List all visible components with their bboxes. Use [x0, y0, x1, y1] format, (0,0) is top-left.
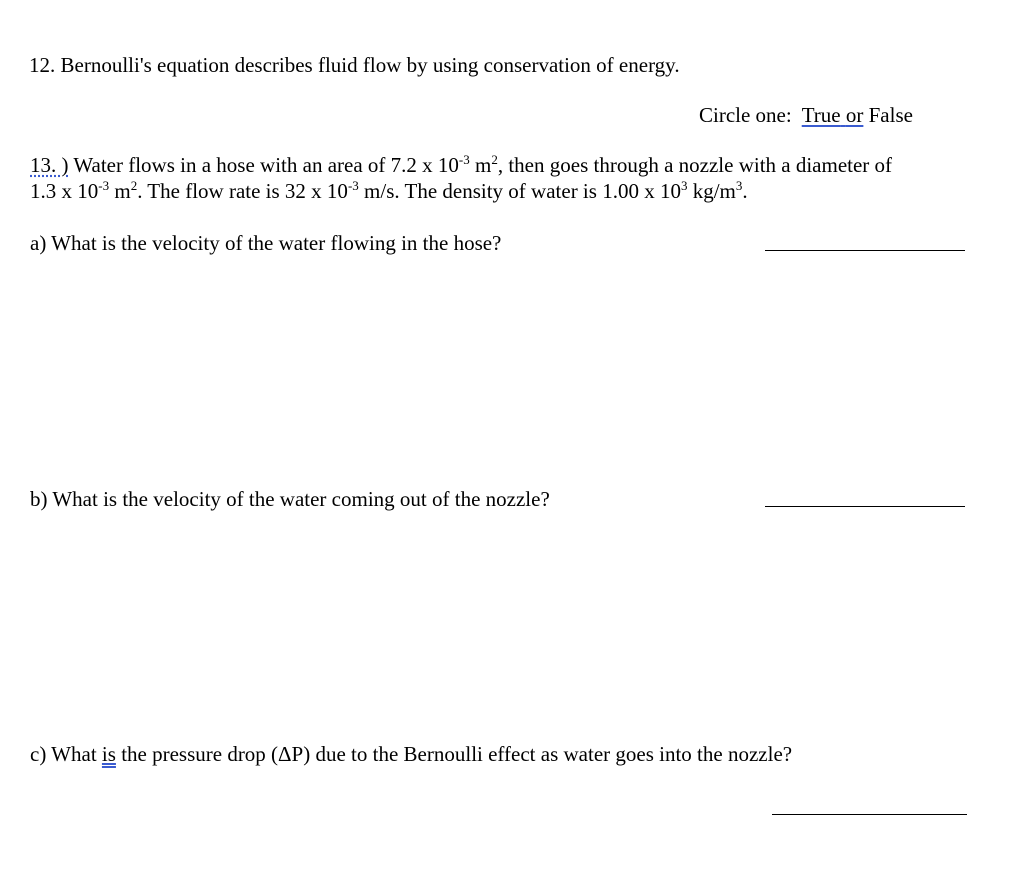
- question-13-text: .: [742, 179, 748, 203]
- question-13-text: m/s. The density of water is 1.00 x 10: [358, 179, 681, 203]
- circle-one-label: Circle one:: [699, 103, 792, 127]
- exponent: -3: [347, 178, 359, 193]
- part-c-text: c) What: [30, 742, 102, 766]
- exponent: 2: [130, 178, 138, 193]
- question-13-text: , then goes through a nozzle with a diameter of: [497, 153, 893, 177]
- part-c-question: [30, 741, 792, 767]
- part-c-text: the pressure drop (ΔP) due to the Bernoulli effect as water goes into the nozzle?: [115, 742, 793, 766]
- exponent: 2: [491, 152, 498, 167]
- question-13-text: m: [109, 179, 131, 203]
- exponent: 3: [680, 178, 688, 193]
- question-13-text: kg/m: [687, 179, 736, 203]
- exponent: -3: [458, 152, 470, 167]
- question-13-line-2: [30, 178, 748, 204]
- question-13-text: Water flows in a hose with an area of 7.2 x 10: [68, 153, 459, 177]
- question-13-text: 1.3 x 10: [30, 179, 99, 203]
- question-13-text: m: [469, 153, 492, 177]
- choice-or: or: [845, 103, 864, 127]
- choice-false[interactable]: False: [868, 103, 913, 127]
- part-b-answer-line[interactable]: [765, 506, 965, 507]
- exponent: 3: [735, 178, 743, 193]
- true-false-selector: [699, 102, 913, 128]
- part-b-question: b) What is the velocity of the water coming out of the nozzle?: [30, 487, 550, 511]
- choice-true[interactable]: True: [801, 103, 841, 127]
- exponent: -3: [98, 178, 110, 193]
- question-13-line-1: [30, 152, 892, 178]
- question-12-text: 12. Bernoulli's equation describes fluid flow by using conservation of energy.: [29, 53, 680, 77]
- part-a-question: a) What is the velocity of the water flowing in the hose?: [30, 231, 502, 255]
- part-a-answer-line[interactable]: [765, 250, 965, 251]
- question-13-number: 13. ): [30, 153, 69, 177]
- part-c-answer-line[interactable]: [772, 814, 967, 815]
- question-13-text: . The flow rate is 32 x 10: [137, 179, 348, 203]
- part-c-text: is: [101, 742, 116, 766]
